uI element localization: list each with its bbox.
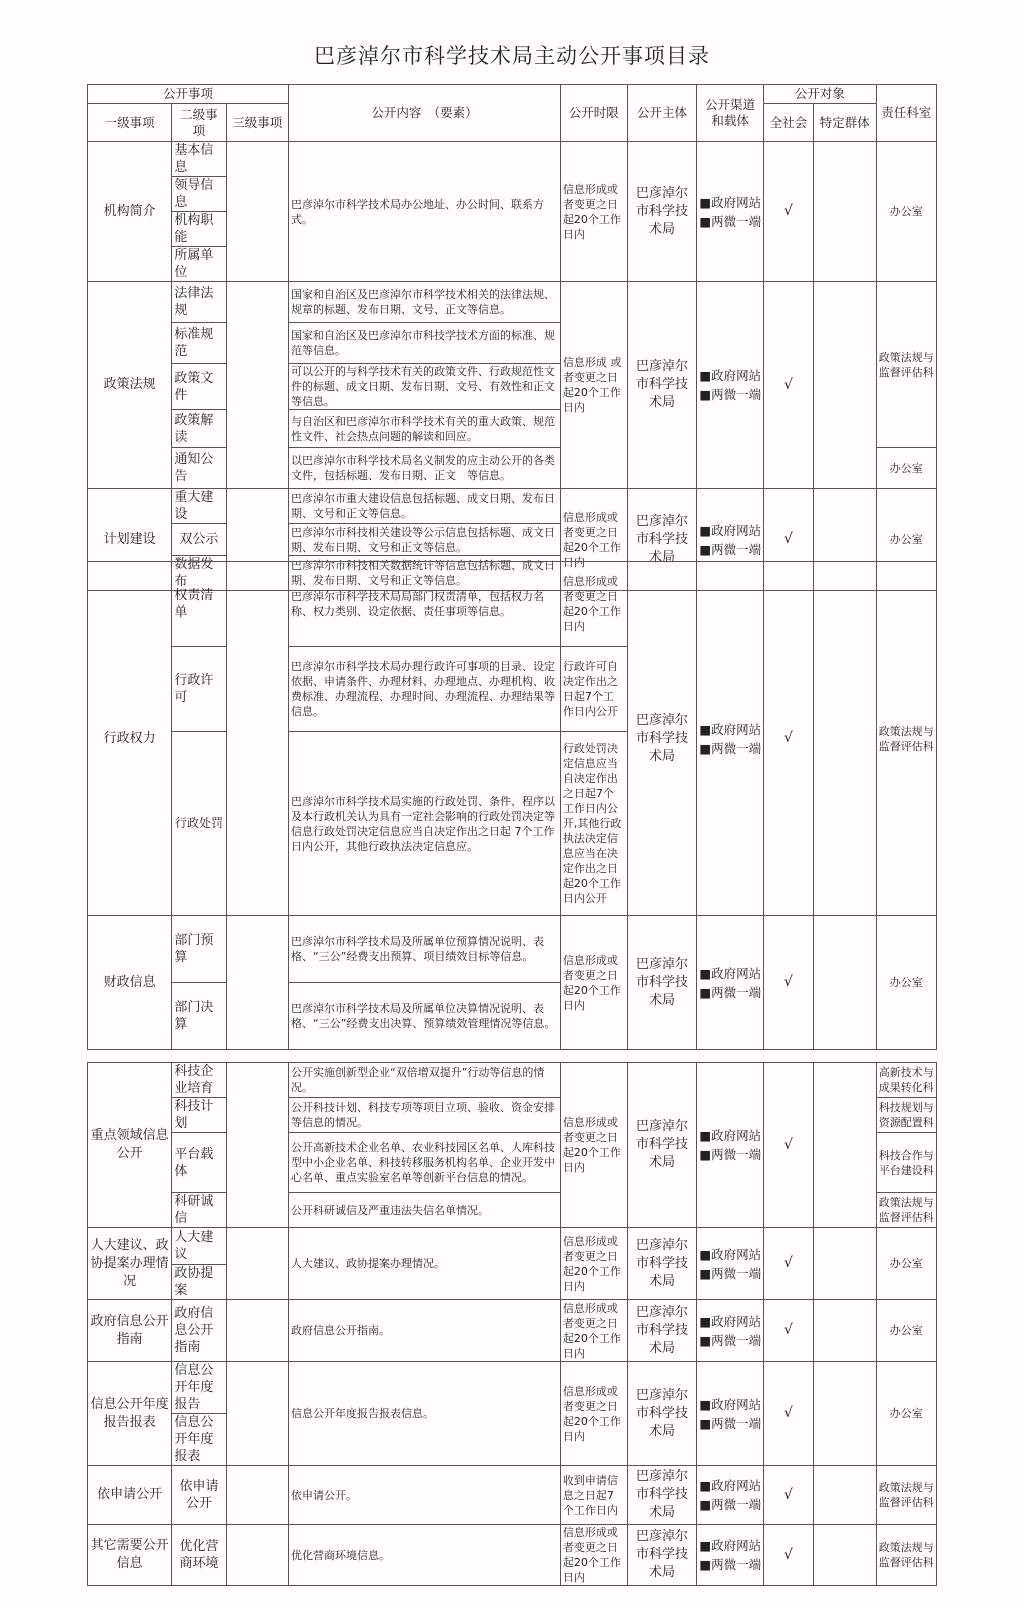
level2-item: 政府信息公开指南 — [172, 1300, 226, 1362]
check-mark: √ — [764, 489, 814, 591]
dept-cell: 高新技术与成果转化科 — [876, 1063, 937, 1098]
time-cell: 行政许可自决定作出之日起7个工作日内公开 — [560, 647, 627, 732]
time-cell: 信息形成 或者变更之日起20个工作日内 — [560, 282, 627, 489]
body-cell: 巴彦淖尔市科学技术局 — [627, 1063, 697, 1228]
header-body: 公开主体 — [627, 85, 697, 142]
page-title: 巴彦淖尔市科学技术局主动公开事项目录 — [314, 44, 710, 68]
specific-empty — [813, 282, 876, 489]
table-block-2 — [87, 561, 937, 1050]
level2-item: 通知公告 — [172, 448, 226, 489]
time-cell: 信息形成或者变更之日起20个工作日内 — [560, 916, 627, 1050]
header-all-society: 全社会 — [764, 104, 814, 142]
level2-item: 信息公开年度报表 — [172, 1414, 226, 1466]
dept-cell: 办公室 — [876, 142, 937, 282]
specific-empty — [814, 1063, 877, 1228]
channel-text: ■政府网站 ■两微一端 — [699, 522, 762, 557]
header-channel: 公开渠道和载体 — [697, 85, 764, 142]
check-mark: √ — [764, 1466, 814, 1525]
content-cell: 依申请公开。 — [289, 1466, 561, 1525]
level2-item: 行政处罚 — [172, 732, 226, 916]
dept-cell: 政策法规与监督评估科 — [876, 562, 937, 916]
channel-cell — [697, 916, 764, 1050]
content-cell: 巴彦淖尔市科学技术局及所属单位决算情况说明、表格、“三公”经费支出决算、预算绩效管理情况等信息。 — [289, 983, 561, 1050]
channel-cell — [697, 1228, 764, 1300]
dept-cell: 政策法规与监督评估科 — [876, 1193, 937, 1228]
level1-ndbb: 信息公开年度报告报表 — [88, 1362, 172, 1466]
content-cell: 公开实施创新型企业“双倍增双提升”行动等信息的情况。 — [289, 1063, 561, 1098]
level2-item: 数据发布 — [172, 556, 226, 591]
content-cell: 政府信息公开指南。 — [289, 1300, 561, 1362]
level3-empty — [226, 1063, 289, 1228]
content-cell: 巴彦淖尔市科学技术局办公地址、办公时间、联系方式。 — [289, 142, 561, 282]
content-cell: 国家和自治区及巴彦淖尔市科技学技术方面的标准、规范等信息。 — [289, 323, 561, 364]
body-cell: 巴彦淖尔市科学技术局 — [627, 562, 697, 916]
level2-item: 科技企业培育 — [172, 1063, 226, 1098]
body-cell: 巴彦淖尔市科学技术局 — [627, 1466, 697, 1525]
content-cell: 公开科技计划、科技专项等项目立项、验收、资金安排等信息的情况。 — [289, 1098, 561, 1133]
level1-rdjy: 人大建议、政协提案办理情况 — [88, 1228, 172, 1300]
time-cell: 信息形成或者变更之日起20个工作日内 — [560, 1362, 627, 1466]
level2-item: 科技计划 — [172, 1098, 226, 1133]
check-mark: √ — [764, 1362, 814, 1466]
check-mark: √ — [764, 562, 814, 916]
check-mark: √ — [764, 1525, 814, 1586]
channel-cell — [697, 1362, 764, 1466]
level3-empty — [226, 1362, 289, 1466]
content-cell: 巴彦淖尔市科技相关数据统计等信息包括标题、成文日期、发布日期、文号和正文等信息。 — [289, 556, 561, 591]
channel-cell — [697, 1525, 764, 1586]
body-cell: 巴彦淖尔市科学技术局 — [627, 142, 697, 282]
dept-cell: 办公室 — [876, 1362, 937, 1466]
specific-empty — [814, 1466, 877, 1525]
dept-cell: 政策法规与监督评估科 — [876, 282, 937, 448]
header-dept: 责任科室 — [876, 85, 937, 142]
level2-item: 政策解读 — [172, 410, 226, 448]
channel-cell — [697, 1300, 764, 1362]
catalog-table-1 — [87, 84, 937, 591]
time-cell: 信息形成或者变更之日起20个工作日内 — [560, 562, 627, 647]
level1-qt: 其它需要公开信息 — [88, 1525, 172, 1586]
channel-text: ■政府网站 ■两微一端 — [699, 1478, 762, 1512]
content-cell: 巴彦淖尔市科技相关建设等公示信息包括标题、成文日期、发布日期、文号和正文等信息。 — [289, 524, 561, 556]
check-mark: √ — [764, 1063, 814, 1228]
body-cell: 巴彦淖尔市科学技术局 — [627, 1228, 697, 1300]
level3-empty — [226, 562, 289, 916]
content-cell: 公开科研诚信及严重违法失信名单情况。 — [289, 1193, 561, 1228]
channel-text: ■政府网站 ■两微一端 — [699, 1396, 762, 1431]
level2-item: 优化营商环境 — [172, 1525, 226, 1586]
level2-item: 部门决算 — [172, 983, 226, 1050]
time-cell: 收到申请信息之日起7个工作日内 — [560, 1466, 627, 1525]
header-level2: 二级事项 — [172, 104, 226, 142]
check-mark: √ — [764, 1300, 814, 1362]
channel-cell — [697, 142, 764, 282]
dept-cell: 政策法规与监督评估科 — [876, 1466, 937, 1525]
level3-empty — [226, 1300, 289, 1362]
channel-text: ■政府网站 ■两微一端 — [699, 721, 762, 756]
header-target: 公开对象 — [764, 85, 877, 104]
level1-zdly: 重点领域信息公开 — [88, 1063, 172, 1228]
level2-item: 标准规范 — [172, 323, 226, 364]
body-cell: 巴彦淖尔市科学技术局 — [627, 1300, 697, 1362]
body-cell: 巴彦淖尔市科学技术局 — [627, 282, 697, 489]
level2-item: 政协提案 — [172, 1265, 226, 1300]
dept-cell: 办公室 — [876, 448, 937, 489]
level2-item: 双公示 — [172, 524, 226, 556]
time-cell: 信息形成或者变更之日起20个工作日内 — [560, 1525, 627, 1586]
level2-item: 人大建议 — [172, 1228, 226, 1265]
level3-empty — [226, 1525, 289, 1586]
level1-czxx: 财政信息 — [88, 916, 172, 1050]
channel-text: ■政府网站 ■两微一端 — [699, 965, 762, 1000]
content-cell: 巴彦淖尔市重大建设信息包括标题、成文日期、发布日期、文号和正文等信息。 — [289, 489, 561, 524]
header-time: 公开时限 — [560, 85, 627, 142]
channel-text: ■政府网站 ■两微一端 — [699, 1538, 762, 1572]
level2-item: 科研诚信 — [172, 1193, 226, 1228]
check-mark: √ — [764, 142, 814, 282]
time-cell: 信息形成或者变更之日起20个工作日内 — [560, 1228, 627, 1300]
specific-empty — [814, 1300, 877, 1362]
table-block-3 — [87, 1062, 937, 1586]
level2-item: 信息公开年度报告 — [172, 1362, 226, 1414]
level3-empty — [226, 1466, 289, 1525]
level1-jggk: 机构简介 — [88, 142, 172, 282]
level3-empty — [226, 1228, 289, 1300]
level2-item: 权责清单 — [172, 562, 226, 647]
channel-cell — [697, 562, 764, 916]
time-cell: 信息形成或者变更之日起20个工作日内 — [560, 1063, 627, 1228]
level2-item: 行政许可 — [172, 647, 226, 732]
body-cell: 巴彦淖尔市科学技术局 — [627, 916, 697, 1050]
body-cell: 巴彦淖尔市科学技术局 — [627, 489, 697, 591]
level2-item: 重大建设 — [172, 489, 226, 524]
level1-zcfg: 政策法规 — [88, 282, 172, 489]
content-cell: 巴彦淖尔市科学技术局及所属单位预算情况说明、表格、“三公”经费支出预算、项目绩效目标等信息。 — [289, 916, 561, 983]
content-cell: 以巴彦淖尔市科学技术局名义制发的应主动公开的各类文件，包括标题、发布日期、正文 等信息。 — [289, 448, 561, 489]
channel-text: ■政府网站 ■两微一端 — [699, 1246, 762, 1281]
check-mark: √ — [764, 282, 814, 489]
catalog-table-2 — [87, 561, 937, 1050]
level3-empty — [226, 282, 289, 489]
level1-zfxx: 政府信息公开指南 — [88, 1300, 172, 1362]
content-cell: 公开高新技术企业名单、农业科技园区名单、人库科技型中小企业名单、科技转移服务机构名单、企业开发中心名单、重点实验室名单等创新平台信息的情况。 — [289, 1133, 561, 1193]
dept-cell: 办公室 — [876, 1228, 937, 1300]
content-cell: 可以公开的与科学技术有关的政策文件、行政规范性文件的标题、成文日期、发布日期、文号、有效性和正文等信息。 — [289, 364, 561, 410]
level2-item: 部门预算 — [172, 916, 226, 983]
content-cell: 巴彦淖尔市科学技术局办理行政许可事项的目录、设定依据、申请条件、办理材料、办理地点、办理机构、收费标准、办理流程、办理时间、办理流程、办理结果等信息。 — [289, 647, 561, 732]
dept-cell: 科技合作与平台建设科 — [876, 1133, 937, 1193]
level2-item: 基本信息 — [172, 142, 226, 177]
channel-text: ■政府网站 ■两微一端 — [699, 194, 762, 229]
content-cell: 国家和自治区及巴彦淖尔市科学技术相关的法律法规、规章的标题、发布日期、文号、正文等信息。 — [289, 282, 561, 323]
level2-item: 领导信息 — [172, 177, 226, 212]
specific-empty — [814, 1362, 877, 1466]
body-cell: 巴彦淖尔市科学技术局 — [627, 1362, 697, 1466]
content-cell: 信息公开年度报告报表信息。 — [289, 1362, 561, 1466]
level2-item: 依申请公开 — [172, 1466, 226, 1525]
table-block-1 — [87, 84, 937, 591]
level3-empty — [226, 142, 289, 282]
header-level3: 三级事项 — [226, 104, 289, 142]
level1-ysq: 依申请公开 — [88, 1466, 172, 1525]
content-cell: 优化营商环境信息。 — [289, 1525, 561, 1586]
specific-empty — [814, 562, 877, 916]
dept-cell: 政策法规与监督评估科 — [876, 1525, 937, 1586]
time-cell: 信息形成或者变更之日起20个工作日内 — [560, 1300, 627, 1362]
channel-cell — [697, 282, 764, 489]
level2-item: 机构职能 — [172, 212, 226, 247]
content-cell: 人大建议、政协提案办理情况。 — [289, 1228, 561, 1300]
specific-empty — [814, 1525, 877, 1586]
level2-item: 政策文件 — [172, 364, 226, 410]
channel-text: ■政府网站 ■两微一端 — [699, 1313, 762, 1348]
channel-cell — [697, 1063, 764, 1228]
check-mark: √ — [764, 916, 814, 1050]
time-cell: 信息形成或者变更之日起20个工作日内 — [560, 489, 627, 591]
specific-empty — [814, 916, 877, 1050]
level2-item: 法律法规 — [172, 282, 226, 323]
specific-empty — [813, 142, 876, 282]
header-content: 公开内容 （要素） — [289, 85, 561, 142]
header-level1: 一级事项 — [88, 104, 172, 142]
level3-empty — [226, 916, 289, 1050]
header-public-items: 公开事项 — [88, 85, 289, 104]
dept-cell: 科技规划与资源配置科 — [876, 1098, 937, 1133]
channel-text: ■政府网站 ■两微一端 — [699, 1128, 762, 1162]
level2-item: 所属单位 — [172, 247, 226, 282]
level1-jhjs: 计划建设 — [88, 489, 172, 591]
specific-empty — [814, 1228, 877, 1300]
body-cell: 巴彦淖尔市科学技术局 — [627, 1525, 697, 1586]
content-cell: 与自治区和巴彦淖尔市科学技术有关的重大政策、规范性文件、社会热点问题的解读和回应。 — [289, 410, 561, 448]
level2-item: 平台载体 — [172, 1133, 226, 1193]
content-cell: 巴彦淖尔市科学技术局实施的行政处罚、条件、程序以及本行政机关认为具有一定社会影响的行政处罚决定等信息行政处罚决定信息应当自决定作出之日起 7个工作日内公开，其他行政执法决定信息应。 — [289, 732, 561, 916]
dept-cell: 办公室 — [876, 489, 937, 591]
channel-cell — [697, 1466, 764, 1525]
level1-xzql: 行政权力 — [88, 562, 172, 916]
content-cell: 巴彦淖尔市科学技术局局部门权责清单，包括权力名称、权力类别、设定依据、责任事项等信息。 — [289, 562, 561, 647]
dept-cell: 办公室 — [876, 916, 937, 1050]
channel-text: ■政府网站 ■两微一端 — [699, 368, 762, 402]
time-cell: 行政处罚决定信息应当自决定作出之日起7个工作日内公开,其他行政执法决定信息应当在决定作出之日起20个工作日内公开 — [560, 732, 627, 916]
time-cell: 信息形成或者变更之日起20个工作日内 — [560, 142, 627, 282]
catalog-table-3 — [87, 1062, 937, 1586]
check-mark: √ — [764, 1228, 814, 1300]
header-specific-group: 特定群体 — [813, 104, 876, 142]
dept-cell: 办公室 — [876, 1300, 937, 1362]
